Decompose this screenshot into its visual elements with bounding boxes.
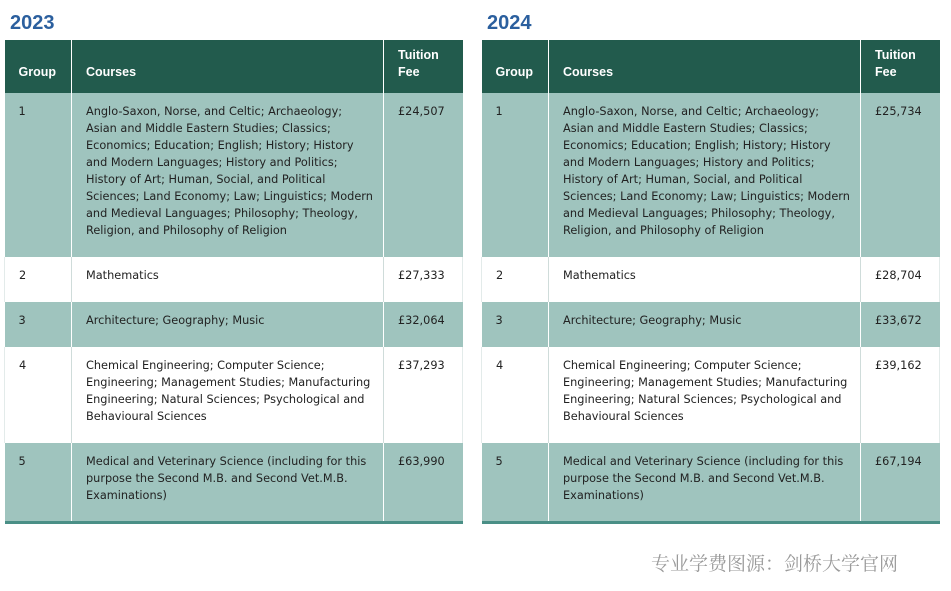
- courses-cell: Anglo-Saxon, Norse, and Celtic; Archaeology; Asian and Middle Eastern Studies; Classics; Economics; Education; English; History; History and Modern Languages; History and Politics; History of Art; Human, Social, and Political Sciences; Land Economy; Law; Linguistics; Modern and Medieval Languages; Philosophy; Theology, Religion, and Philosophy of Religion: [549, 93, 861, 257]
- group-cell: 1: [482, 93, 549, 257]
- group-cell: 5: [5, 443, 72, 522]
- header-courses: Courses: [72, 40, 384, 93]
- header-courses: Courses: [549, 40, 861, 93]
- fee-cell: £25,734: [861, 93, 940, 257]
- header-tuition-fee: Tuition Fee: [861, 40, 940, 93]
- fee-cell: £28,704: [861, 257, 940, 302]
- year-heading: 2023: [10, 12, 55, 34]
- fee-cell: £27,333: [384, 257, 463, 302]
- courses-cell: Chemical Engineering; Computer Science; Engineering; Management Studies; Manufacturing Engineering; Natural Sciences; Psychological and Behavioural Sciences: [549, 347, 861, 443]
- courses-cell: Architecture; Geography; Music: [549, 302, 861, 347]
- courses-cell: Architecture; Geography; Music: [72, 302, 384, 347]
- table-header-row: [5, 40, 463, 93]
- header-tuition-fee: Tuition Fee: [384, 40, 463, 93]
- table-row: [482, 443, 940, 522]
- header-group: Group: [482, 40, 549, 93]
- courses-cell: Medical and Veterinary Science (including for this purpose the Second M.B. and Second Vet.M.B. Examinations): [549, 443, 861, 522]
- group-cell: 2: [482, 257, 549, 302]
- tuition-fee-table: [481, 40, 940, 524]
- fee-cell: £24,507: [384, 93, 463, 257]
- table-row: [482, 347, 940, 443]
- group-cell: 1: [5, 93, 72, 257]
- group-cell: 4: [482, 347, 549, 443]
- table-row: [5, 347, 463, 443]
- group-cell: 3: [5, 302, 72, 347]
- group-cell: 4: [5, 347, 72, 443]
- year-heading: 2024: [487, 12, 532, 34]
- source-note: 专业学费图源：剑桥大学官网: [651, 553, 899, 575]
- courses-cell: Chemical Engineering; Computer Science; Engineering; Management Studies; Manufacturing Engineering; Natural Sciences; Psychological and Behavioural Sciences: [72, 347, 384, 443]
- courses-cell: Mathematics: [72, 257, 384, 302]
- table-row: [5, 302, 463, 347]
- tuition-fee-table: [4, 40, 463, 524]
- courses-cell: Medical and Veterinary Science (including for this purpose the Second M.B. and Second Vet.M.B. Examinations): [72, 443, 384, 522]
- table-row: [482, 93, 940, 257]
- table-row: [5, 257, 463, 302]
- courses-cell: Anglo-Saxon, Norse, and Celtic; Archaeology; Asian and Middle Eastern Studies; Classics; Economics; Education; English; History; History and Modern Languages; History and Politics; History of Art; Human, Social, and Political Sciences; Land Economy; Law; Linguistics; Modern and Medieval Languages; Philosophy; Theology, Religion, and Philosophy of Religion: [72, 93, 384, 257]
- table-row: [5, 443, 463, 522]
- group-cell: 2: [5, 257, 72, 302]
- fee-cell: £67,194: [861, 443, 940, 522]
- header-group: Group: [5, 40, 72, 93]
- group-cell: 3: [482, 302, 549, 347]
- table-row: [5, 93, 463, 257]
- fee-cell: £37,293: [384, 347, 463, 443]
- fee-cell: £33,672: [861, 302, 940, 347]
- table-header-row: [482, 40, 940, 93]
- group-cell: 5: [482, 443, 549, 522]
- fee-cell: £39,162: [861, 347, 940, 443]
- table-row: [482, 257, 940, 302]
- table-row: [482, 302, 940, 347]
- fee-cell: £32,064: [384, 302, 463, 347]
- fee-cell: £63,990: [384, 443, 463, 522]
- courses-cell: Mathematics: [549, 257, 861, 302]
